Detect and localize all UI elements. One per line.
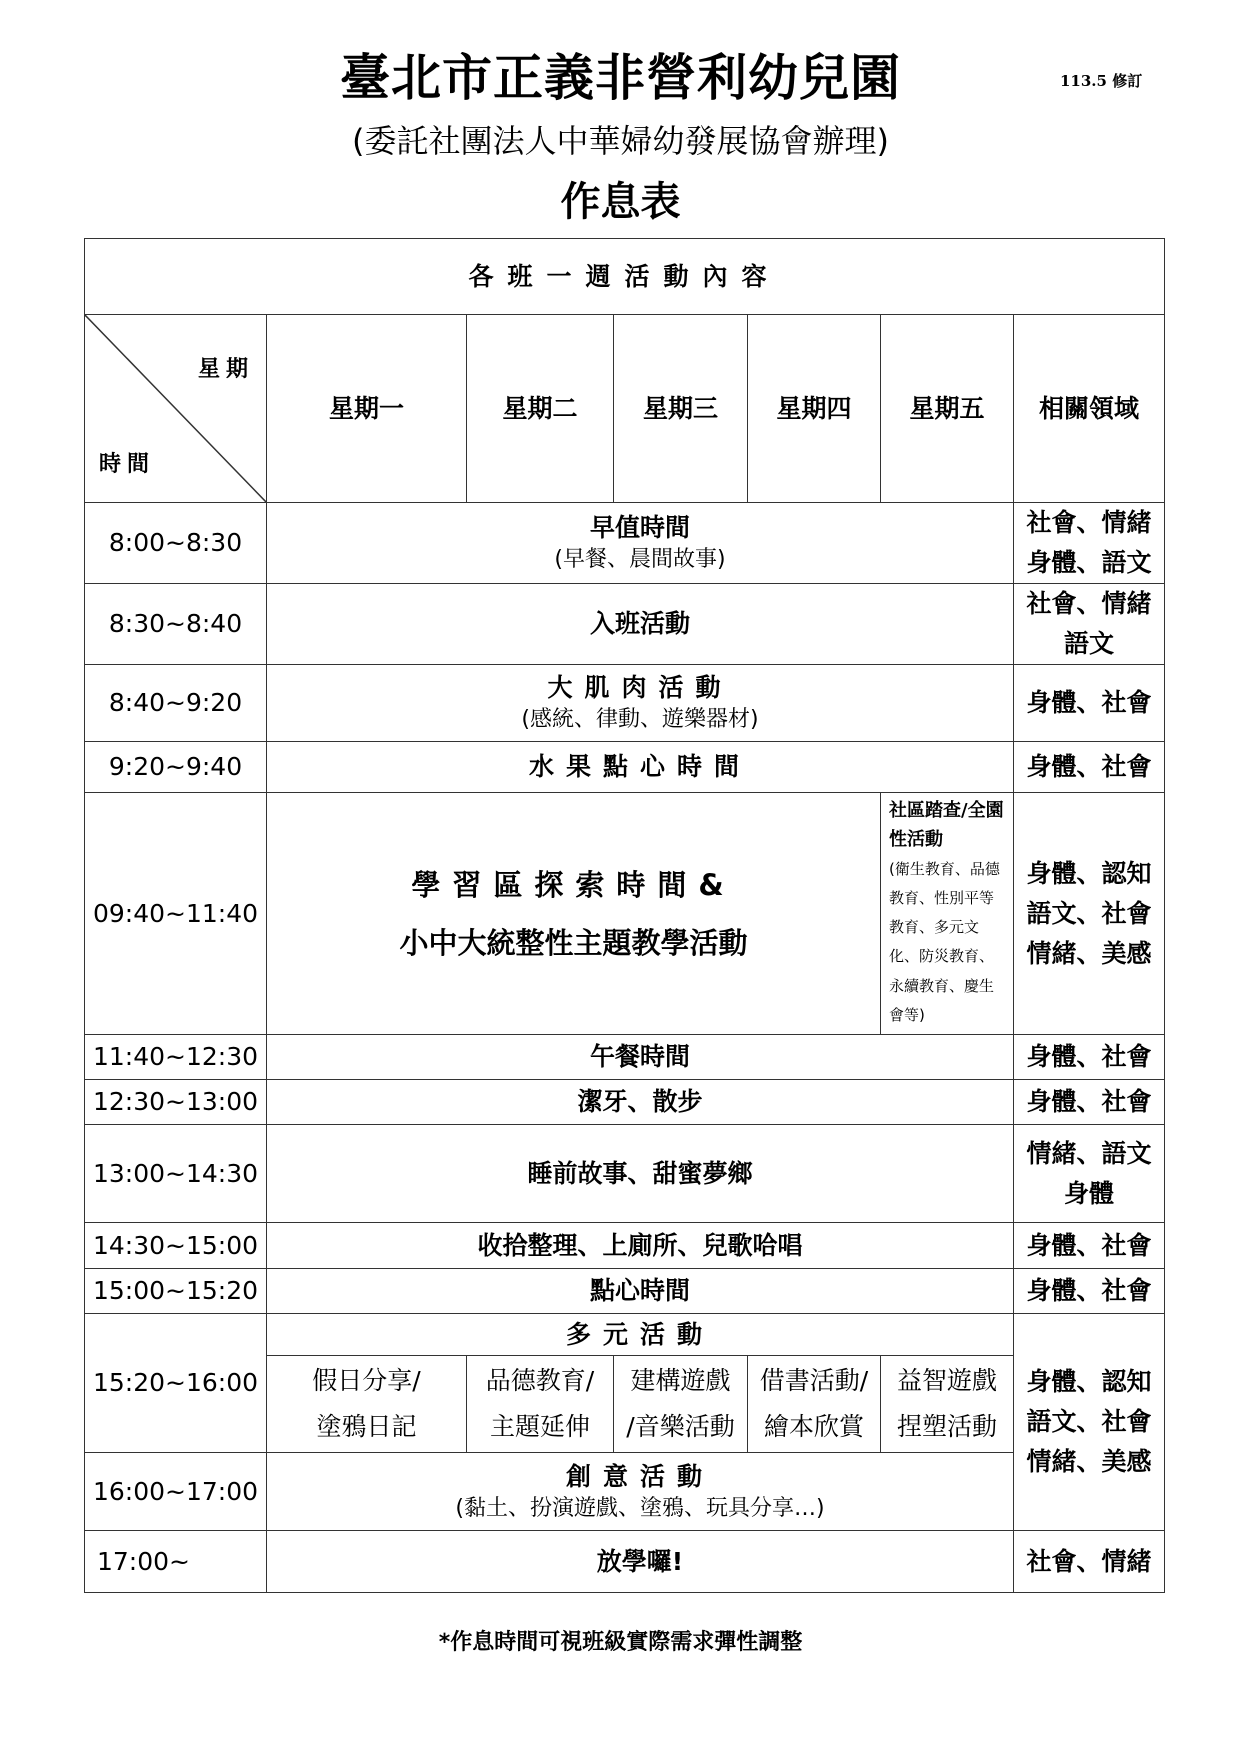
time-cell: 12:30~13:00 (85, 1080, 267, 1125)
time-cell: 17:00~ (85, 1531, 267, 1593)
activity-cell (267, 793, 881, 1035)
friday-special-title: 社區踏查/全園性活動 (889, 800, 1004, 850)
activity-title: 點心時間 (267, 1269, 1014, 1314)
time-cell: 8:30~8:40 (85, 584, 267, 665)
table-row (85, 793, 1165, 1035)
table-row (85, 742, 1165, 793)
corner-cell (85, 315, 267, 503)
daily-activity-mon (267, 1356, 467, 1453)
activity-detail: (感統、律動、遊樂器材) (521, 707, 759, 733)
friday-special-cell (881, 793, 1014, 1035)
domain-line: 情緒、美感 (1026, 1447, 1152, 1477)
table-row (85, 1035, 1165, 1080)
daily-activity-line: 捏塑活動 (896, 1412, 997, 1442)
domain-line: 身體、語文 (1026, 548, 1152, 577)
table-banner: 各班一週活動內容 (85, 239, 1165, 315)
activity-title: 潔牙、散步 (267, 1080, 1014, 1125)
domain-cell: 身體、社會 (1014, 742, 1165, 793)
friday-special-detail: (衛生教育、品德教育、性別平等教育、多元文化、防災教育、永續教育、慶生會等) (889, 859, 1000, 1024)
domain-line: 情緒、美感 (1026, 938, 1152, 968)
activity-title: 收拾整理、上廁所、兒歌哈唱 (267, 1223, 1014, 1269)
daily-activity-tue (467, 1356, 614, 1453)
daily-activity-line: 主題延伸 (489, 1412, 590, 1442)
domain-cell: 社會、情緒 (1014, 1531, 1165, 1593)
time-cell: 15:20~16:00 (85, 1314, 267, 1453)
corner-time-label: 時間 (99, 452, 156, 478)
domain-line: 身體、認知 (1026, 858, 1152, 888)
activity-title: 創意活動 (565, 1461, 714, 1491)
domain-cell (1014, 503, 1165, 584)
domain-line: 情緒、語文 (1026, 1138, 1152, 1168)
table-row (85, 1125, 1165, 1223)
domain-cell (1014, 584, 1165, 665)
activity-cell (267, 1453, 1014, 1531)
activity-title: 午餐時間 (267, 1035, 1014, 1080)
domain-line: 身體 (1064, 1178, 1115, 1208)
daily-activity-line: 借書活動/ (759, 1365, 869, 1395)
activity-title: 睡前故事、甜蜜夢鄉 (267, 1125, 1014, 1223)
daily-activity-line: 建構遊戲 (630, 1365, 731, 1395)
domain-line: 語文、社會 (1026, 1407, 1152, 1437)
daily-activity-wed (614, 1356, 748, 1453)
daily-activity-line: 品德教育/ (485, 1365, 595, 1395)
daily-activity-line: /音樂活動 (626, 1412, 735, 1442)
page-subtitle: (委託社團法人中華婦幼發展協會辦理) (352, 122, 889, 160)
time-cell: 09:40~11:40 (85, 793, 267, 1035)
time-cell: 11:40~12:30 (85, 1035, 267, 1080)
day-header-mon: 星期一 (267, 315, 467, 503)
domain-line: 語文、社會 (1026, 898, 1152, 928)
daily-activity-thu (748, 1356, 881, 1453)
table-row (85, 1531, 1165, 1593)
domain-cell: 身體、社會 (1014, 1035, 1165, 1080)
activity-title: 放學囉! (267, 1531, 1014, 1593)
domain-cell (1014, 1125, 1165, 1223)
time-cell: 15:00~15:20 (85, 1269, 267, 1314)
domain-line: 身體、認知 (1026, 1367, 1152, 1397)
table-row (85, 1223, 1165, 1269)
activity-title: 早值時間 (589, 513, 690, 543)
table-row (85, 503, 1165, 584)
domain-cell: 身體、社會 (1014, 1223, 1165, 1269)
domain-cell: 身體、社會 (1014, 1269, 1165, 1314)
revision-label: 113.5 修訂 (1060, 72, 1143, 90)
activity-detail: (早餐、晨間故事) (554, 547, 726, 573)
domain-cell (1014, 1314, 1165, 1531)
activity-title: 小中大統整性主題教學活動 (399, 925, 748, 960)
footer-note: *作息時間可視班級實際需求彈性調整 (438, 1630, 803, 1655)
time-cell: 16:00~17:00 (85, 1453, 267, 1531)
schedule-table (84, 238, 1165, 1593)
time-cell: 13:00~14:30 (85, 1125, 267, 1223)
domain-line: 語文 (1064, 629, 1115, 658)
day-header-row (85, 315, 1165, 503)
daily-activity-line: 塗鴉日記 (316, 1412, 417, 1442)
table-row (85, 665, 1165, 742)
day-header-fri: 星期五 (881, 315, 1014, 503)
time-cell: 8:00~8:30 (85, 503, 267, 584)
domain-line: 社會、情緒 (1026, 508, 1152, 537)
schedule-heading: 作息表 (560, 179, 681, 225)
domain-cell: 身體、社會 (1014, 665, 1165, 742)
corner-week-label: 星期 (197, 357, 254, 382)
activity-title: 學習區探索時間& (411, 867, 736, 902)
time-cell: 14:30~15:00 (85, 1223, 267, 1269)
day-header-tue: 星期二 (467, 315, 614, 503)
time-cell: 8:40~9:20 (85, 665, 267, 742)
domain-cell (1014, 793, 1165, 1035)
page-title: 臺北市正義非營利幼兒園 (340, 49, 901, 107)
domain-line: 社會、情緒 (1026, 589, 1152, 618)
daily-activity-line: 益智遊戲 (896, 1365, 997, 1395)
activity-title: 水果點心時間 (267, 742, 1014, 793)
day-header-thu: 星期四 (748, 315, 881, 503)
table-row (85, 1080, 1165, 1125)
day-header-wed: 星期三 (614, 315, 748, 503)
daily-activity-line: 假日分享/ (312, 1365, 421, 1395)
daily-activity-line: 繪本欣賞 (763, 1412, 864, 1442)
banner-row (85, 239, 1165, 315)
table-row (85, 1269, 1165, 1314)
activity-title: 入班活動 (267, 584, 1014, 665)
domain-header: 相關領域 (1014, 315, 1165, 503)
activity-title: 多元活動 (267, 1314, 1014, 1356)
time-cell: 9:20~9:40 (85, 742, 267, 793)
daily-activity-fri (881, 1356, 1014, 1453)
activity-title: 大肌肉活動 (547, 673, 733, 703)
activity-cell (267, 503, 1014, 584)
table-row (85, 1314, 1165, 1356)
table-row (85, 1453, 1165, 1531)
activity-detail: (黏土、扮演遊戲、塗鴉、玩具分享…) (455, 1495, 825, 1521)
activity-cell (267, 665, 1014, 742)
domain-cell: 身體、社會 (1014, 1080, 1165, 1125)
table-row (85, 584, 1165, 665)
